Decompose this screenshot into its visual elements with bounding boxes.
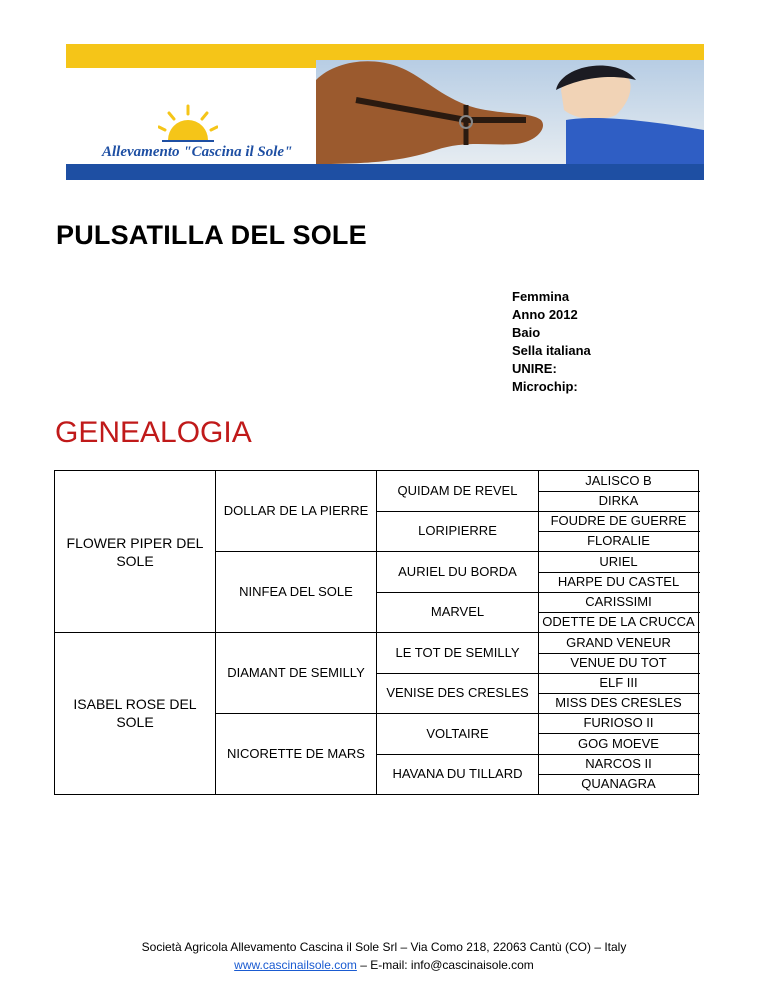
pedigree-sire: FLOWER PIPER DEL SOLE [66,534,204,569]
horse-and-rider-photo [316,60,704,164]
pedigree-great-grandparent: LE TOT DE SEMILLY [395,644,520,660]
pedigree-ggg: FURIOSO II [583,715,654,730]
footer-email: – E-mail: info@cascinaisole.com [356,958,534,972]
pedigree-ggg: DIRKA [598,493,639,508]
detail-unire: UNIRE: [512,361,557,376]
header-photo [316,60,704,164]
pedigree-ggg: JALISCO B [585,473,652,488]
pedigree-ggg: HARPE DU CASTEL [557,574,680,589]
pedigree-great-grandparent: MARVEL [430,604,485,619]
detail-year: Anno 2012 [512,307,578,322]
pedigree-great-grandparent: AURIEL DU BORDA [398,563,517,579]
detail-breed: Sella italiana [512,343,591,358]
pedigree-grandparent: NICORETTE DE MARS [227,745,365,761]
detail-sex: Femmina [512,289,570,304]
pedigree-ggg: QUANAGRA [581,776,656,791]
pedigree-great-grandparent: HAVANA DU TILLARD [392,766,523,781]
section-title: GENEALOGIA [55,416,252,449]
pedigree-ggg: NARCOS II [585,756,652,771]
pedigree-ggg: MISS DES CRESLES [555,695,682,710]
pedigree-ggg: VENUE DU TOT [570,655,667,670]
pedigree-ggg: URIEL [599,553,638,569]
pedigree-ggg: GRAND VENEUR [566,634,671,650]
pedigree-grandparent: DOLLAR DE LA PIERRE [223,503,369,518]
header-banner [66,44,704,180]
horse-details [512,288,591,396]
pedigree-great-grandparent: VOLTAIRE [426,725,489,741]
footer-contact [0,958,768,972]
website-link[interactable]: www.cascinailsole.com [234,958,357,972]
pedigree-ggg: FLORALIE [587,533,650,548]
pedigree-ggg: FOUDRE DE GUERRE [550,513,687,528]
pedigree-ggg: GOG MOEVE [578,735,659,751]
pedigree-grandparent: DIAMANT DE SEMILLY [227,664,365,680]
horse-name: PULSATILLA DEL SOLE [56,220,367,250]
detail-microchip: Microchip: [512,379,578,394]
pedigree-great-grandparent: LORIPIERRE [418,523,497,538]
pedigree-ggg: ODETTE DE LA CRUCCA [542,614,695,629]
pedigree-table [54,470,699,795]
pedigree-ggg: CARISSIMI [585,594,652,609]
logo [66,68,316,164]
pedigree-great-grandparent: VENISE DES CRESLES [386,685,529,700]
footer-address: Società Agricola Allevamento Cascina il Sole Srl – Via Como 218, 22063 Cantù (CO) – Italy [141,940,627,954]
pedigree-grandparent: NINFEA DEL SOLE [239,583,353,599]
sun-icon [158,104,218,144]
pedigree-ggg: ELF III [599,675,638,690]
detail-coat: Baio [512,325,541,340]
pedigree-dam: ISABEL ROSE DEL SOLE [73,696,197,730]
banner-blue-stripe [66,164,704,180]
logo-text: Allevamento "Cascina il Sole" [102,144,293,160]
pedigree-great-grandparent: QUIDAM DE REVEL [397,483,518,498]
